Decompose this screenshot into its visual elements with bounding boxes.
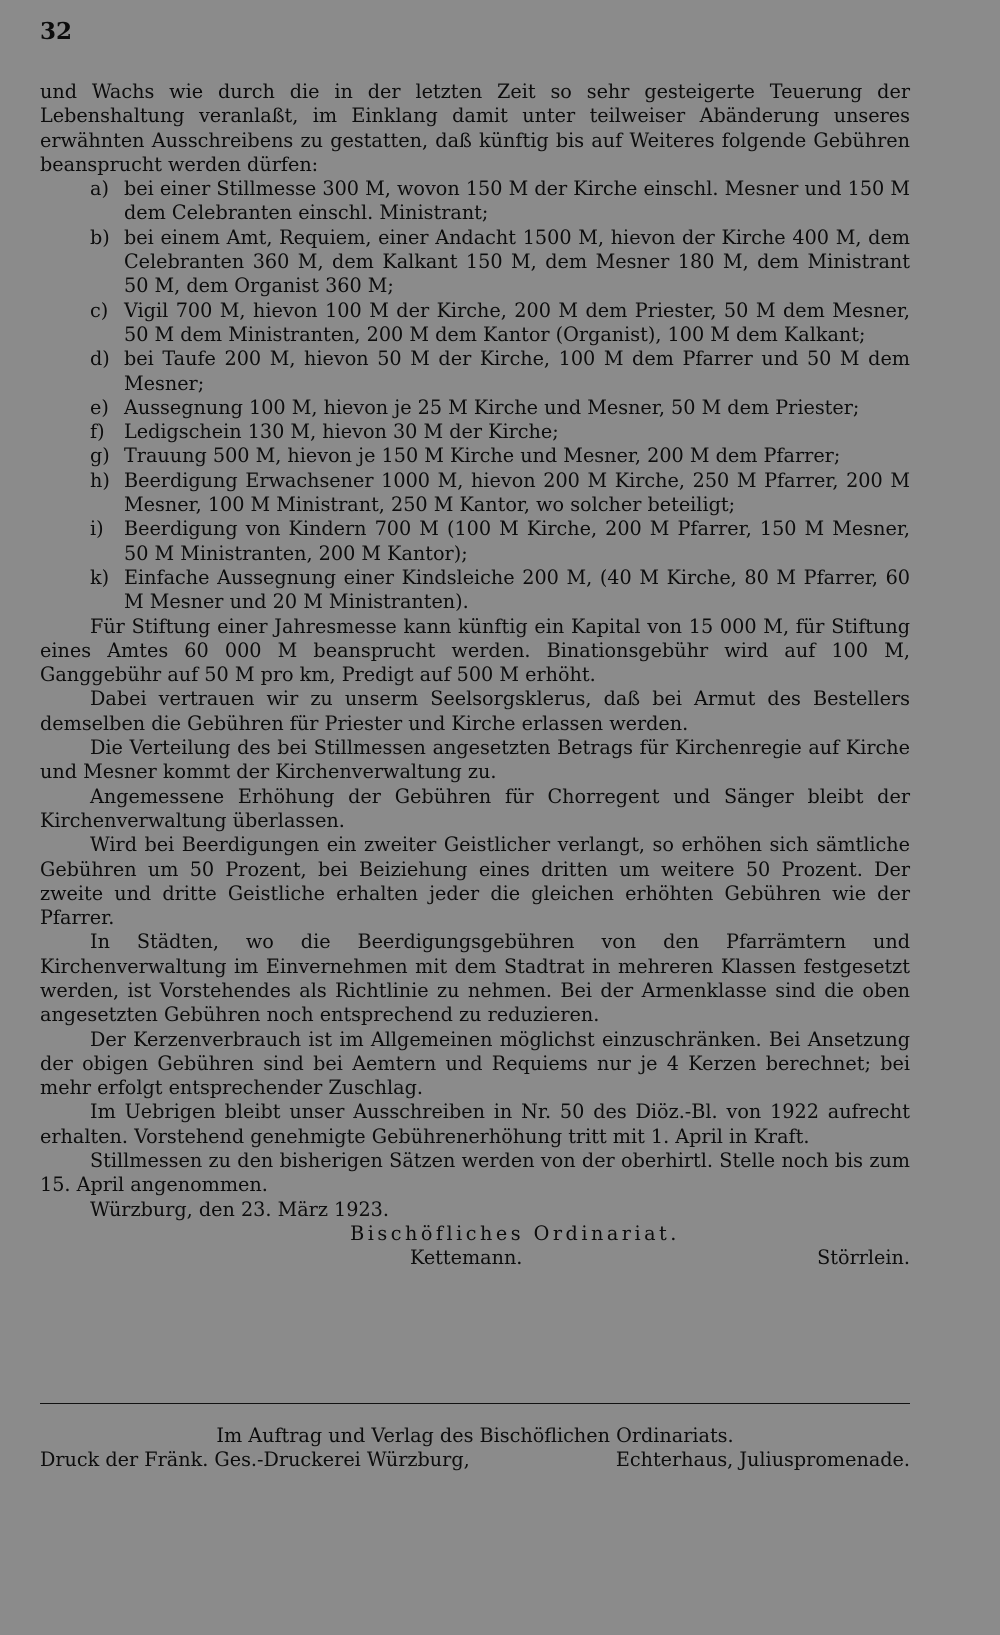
body-paragraph: Für Stiftung einer Jahresmesse kann künftig ein Kapital von 15 000 M, für Stiftung eines Amtes 60 000 M beansprucht werden. Binationsgebühr wird auf 100 M, Ganggebühr auf 50 M pro km, Predigt auf 500 M erhöht. [40,614,910,687]
fee-item-marker: i) [90,517,104,541]
body-paragraph: Angemessene Erhöhung der Gebühren für Chorregent und Sänger bleibt der Kirchenverwaltung überlassen. [40,784,910,832]
fee-item-marker: b) [90,225,110,249]
body-paragraph: Im Uebrigen bleibt unser Ausschreiben in Nr. 50 des Diöz.-Bl. von 1922 aufrecht erhalten. Vorstehend genehmigte Gebührenerhöhung tritt mit 1. April in Kraft. [40,1100,910,1148]
fee-item [40,420,910,444]
fee-item-text: Beerdigung von Kindern 700 M (100 M Kirche, 200 M Pfarrer, 150 M Mesner, 50 M Ministranten, 200 M Kantor); [124,517,910,565]
body-paragraph: Der Kerzenverbrauch ist im Allgemeinen möglichst einzuschränken. Bei Ansetzung der obigen Gebühren sind bei Aemtern und Requiems nur je 4 Kerzen berechnet; bei mehr erfolgt entsprechender Zuschlag. [40,1027,910,1100]
fee-item [40,226,910,299]
footer-divider [40,1403,910,1404]
fee-item-marker: f) [90,420,105,444]
imprint [40,1424,910,1473]
page-number: 32 [40,18,73,45]
imprint-printer-left: Druck der Fränk. Ges.-Druckerei Würzburg, [40,1448,470,1472]
fee-item-marker: k) [90,565,110,589]
issuer: Bischöfliches Ordinariat. [350,1221,680,1245]
body-paragraph: In Städten, wo die Beerdigungsgebühren von den Pfarrämtern und Kirchenverwaltung im Einvernehmen mit dem Stadtrat in mehreren Klassen festgesetzt werden, ist Vorstehendes als Richtlinie zu nehmen. Bei der Armenklasse sind die oben angesetzten Gebühren noch entsprechend zu reduzieren. [40,930,910,1027]
body-paragraph: Stillmessen zu den bisherigen Sätzen werden von der oberhirtl. Stelle noch bis zum 15. April angenommen. [40,1149,910,1197]
fee-item [40,469,910,518]
fee-item [40,177,910,226]
fee-item-text: Einfache Aussegnung einer Kindsleiche 200 M, (40 M Kirche, 80 M Pfarrer, 60 M Mesner und 20 M Ministranten). [124,565,910,614]
fee-item-marker: e) [90,395,109,419]
intro-paragraph: und Wachs wie durch die in der letzten Zeit so sehr gesteigerte Teuerung der Lebenshaltung veranlaßt, im Einklang damit unter teilweiser Abänderung unseres erwähnten Ausschreibens zu gestatten, daß künftig bis auf Weiteres folgende Gebühren beansprucht werden dürfen: [40,80,910,176]
fee-item [40,347,910,396]
fee-item-text: Beerdigung Erwachsener 1000 M, hievon 200 M Kirche, 250 M Pfarrer, 200 M Mesner, 100 M Ministrant, 250 M Kantor, wo solcher beteiligt; [124,468,910,517]
signatory-name: Störrlein. [817,1246,910,1270]
fee-item-text: bei einer Stillmesse 300 M, wovon 150 M der Kirche einschl. Mesner und 150 M dem Celebranten einschl. Ministrant; [124,177,910,225]
fee-item-text: Vigil 700 M, hievon 100 M der Kirche, 200 M dem Priester, 50 M dem Mesner, 50 M dem Ministranten, 200 M dem Kantor (Organist), 100 M dem Kalkant; [124,298,910,346]
fee-item-text: Ledigschein 130 M, hievon 30 M der Kirche; [124,420,559,444]
fee-item-marker: g) [90,444,110,468]
main-text [40,80,910,1271]
signatures [40,1246,910,1270]
fee-item-marker: a) [90,177,109,201]
fee-item [40,517,910,566]
imprint-printer-right: Echterhaus, Juliuspromenade. [615,1448,910,1472]
fee-item [40,299,910,348]
fee-item-marker: h) [90,468,110,492]
signatory-name: Kettemann. [410,1246,523,1270]
fee-item-text: Trauung 500 M, hievon je 150 M Kirche und Mesner, 200 M dem Pfarrer; [124,444,841,468]
imprint-printer [40,1448,910,1472]
body-paragraph: Dabei vertrauen wir zu unserm Seelsorgsklerus, daß bei Armut des Bestellers demselben die Gebühren für Priester und Kirche erlassen werden. [40,687,910,735]
fee-item-text: bei einem Amt, Requiem, einer Andacht 1500 M, hievon der Kirche 400 M, dem Celebranten 360 M, dem Kalkant 150 M, dem Mesner 180 M, dem Ministrant 50 M, dem Organist 360 M; [124,225,910,298]
fee-item [40,566,910,615]
body-paragraph: Wird bei Beerdigungen ein zweiter Geistlicher verlangt, so erhöhen sich sämtliche Gebühren um 50 Prozent, bei Beiziehung eines dritten um weitere 50 Prozent. Der zweite und dritte Geistliche erhalten jeder die gleichen erhöhten Gebühren wie der Pfarrer. [40,833,910,930]
fee-item [40,444,910,468]
fee-item-marker: c) [90,298,109,322]
body-paragraph: Die Verteilung des bei Stillmessen angesetzten Betrags für Kirchenregie auf Kirche und Mesner kommt der Kirchenverwaltung zu. [40,736,910,784]
fee-item [40,396,910,420]
fee-item-text: bei Taufe 200 M, hievon 50 M der Kirche, 100 M dem Pfarrer und 50 M dem Mesner; [124,347,910,395]
imprint-publisher: Im Auftrag und Verlag des Bischöflichen Ordinariats. [216,1424,734,1447]
place-date: Würzburg, den 23. März 1923. [90,1197,389,1221]
fee-item-marker: d) [90,347,110,371]
fee-item-text: Aussegnung 100 M, hievon je 25 M Kirche und Mesner, 50 M dem Priester; [124,395,860,419]
fee-list [40,177,910,614]
